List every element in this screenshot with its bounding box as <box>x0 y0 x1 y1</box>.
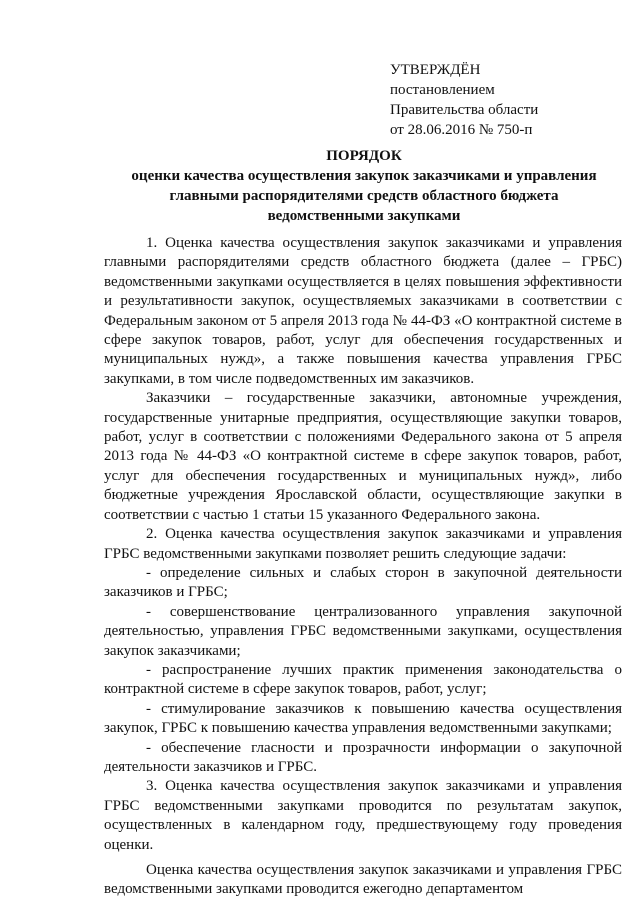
task-item-transparency: - обеспечение гласности и прозрачности информации о закупочной деятельности заказчиков и ГРБС. <box>104 739 622 775</box>
paragraph-customers-definition: Заказчики – государственные заказчики, автономные учреждения, государственные унитарные предприятия, осуществляющие закупки товаров, работ, услуг в соответствии с положениями Федерального закона от 5 апреля 2013 года № 44-ФЗ «О контрактной системе в сфере закупок товаров, работ, услуг для обеспечения государственных и муниципальных нужд», либо бюджетные учреждения Ярославской области, осуществляющие закупки в соответствии с частью 1 статьи 15 указанного Федерального закона. <box>104 390 622 523</box>
paragraph-2-tasks: 2. Оценка качества осуществления закупок заказчиками и управления ГРБС ведомственными закупками позволяет решить следующие задачи: <box>104 526 622 562</box>
task-item-centralized-management: - совершенствование централизованного управления закупочной деятельностью, управления ГРБС ведомственными закупками, осуществления закупок заказчиками; <box>104 603 622 659</box>
approval-line-date-number: от 28.06.2016 № 750-п <box>390 122 533 138</box>
task-item-stimulation: - стимулирование заказчиков к повышению качества осуществления закупок, ГРБС к повышению качества управления ведомственными закупками; <box>104 700 622 737</box>
document-subtitle-line-3: ведомственными закупками <box>267 208 461 224</box>
approval-line-approved: УТВЕРЖДЁН <box>390 62 481 78</box>
document-subtitle-line-2: главными распорядителями средств областного бюджета <box>169 188 559 204</box>
paragraph-1-purpose: 1. Оценка качества осуществления закупок заказчиками и управления главными распорядителями средств областного бюджета (далее – ГРБС) ведомственными закупками осуществляется в целях повышения эффективности и результативности закупок, осуществляемых заказчиками в соответствии с Федеральным законом от 5 апреля 2013 года № 44-ФЗ «О контрактной системе в сфере закупок товаров, работ, услуг для обеспечения государственных и муниципальных нужд», а также повышения качества управления ГРБС закупками, в том числе подведомственных им заказчиков. <box>104 235 622 387</box>
approval-line-resolution: постановлением <box>390 82 495 98</box>
task-item-best-practices: - распространение лучших практик применения законодательства о контрактной системе в сфере закупок товаров, работ, услуг; <box>104 661 622 698</box>
document-subtitle-line-1: оценки качества осуществления закупок заказчиками и управления <box>131 168 597 184</box>
task-item-strengths: - определение сильных и слабых сторон в закупочной деятельности заказчиков и ГРБС; <box>104 564 622 601</box>
paragraph-evaluation-annual: Оценка качества осуществления закупок заказчиками и управления ГРБС ведомственными закупками проводится ежегодно департаментом <box>104 862 622 898</box>
approval-stamp <box>390 60 538 140</box>
approval-line-government: Правительства области <box>390 102 539 118</box>
document-heading <box>104 146 624 226</box>
document-body <box>104 234 622 900</box>
paragraph-3-evaluation-period: 3. Оценка качества осуществления закупок заказчиками и управления ГРБС ведомственными закупками проводится по результатам закупок, осуществленных в календарном году, предшествующему году проведения оценки. <box>104 778 622 853</box>
document-title: ПОРЯДОК <box>326 148 402 164</box>
